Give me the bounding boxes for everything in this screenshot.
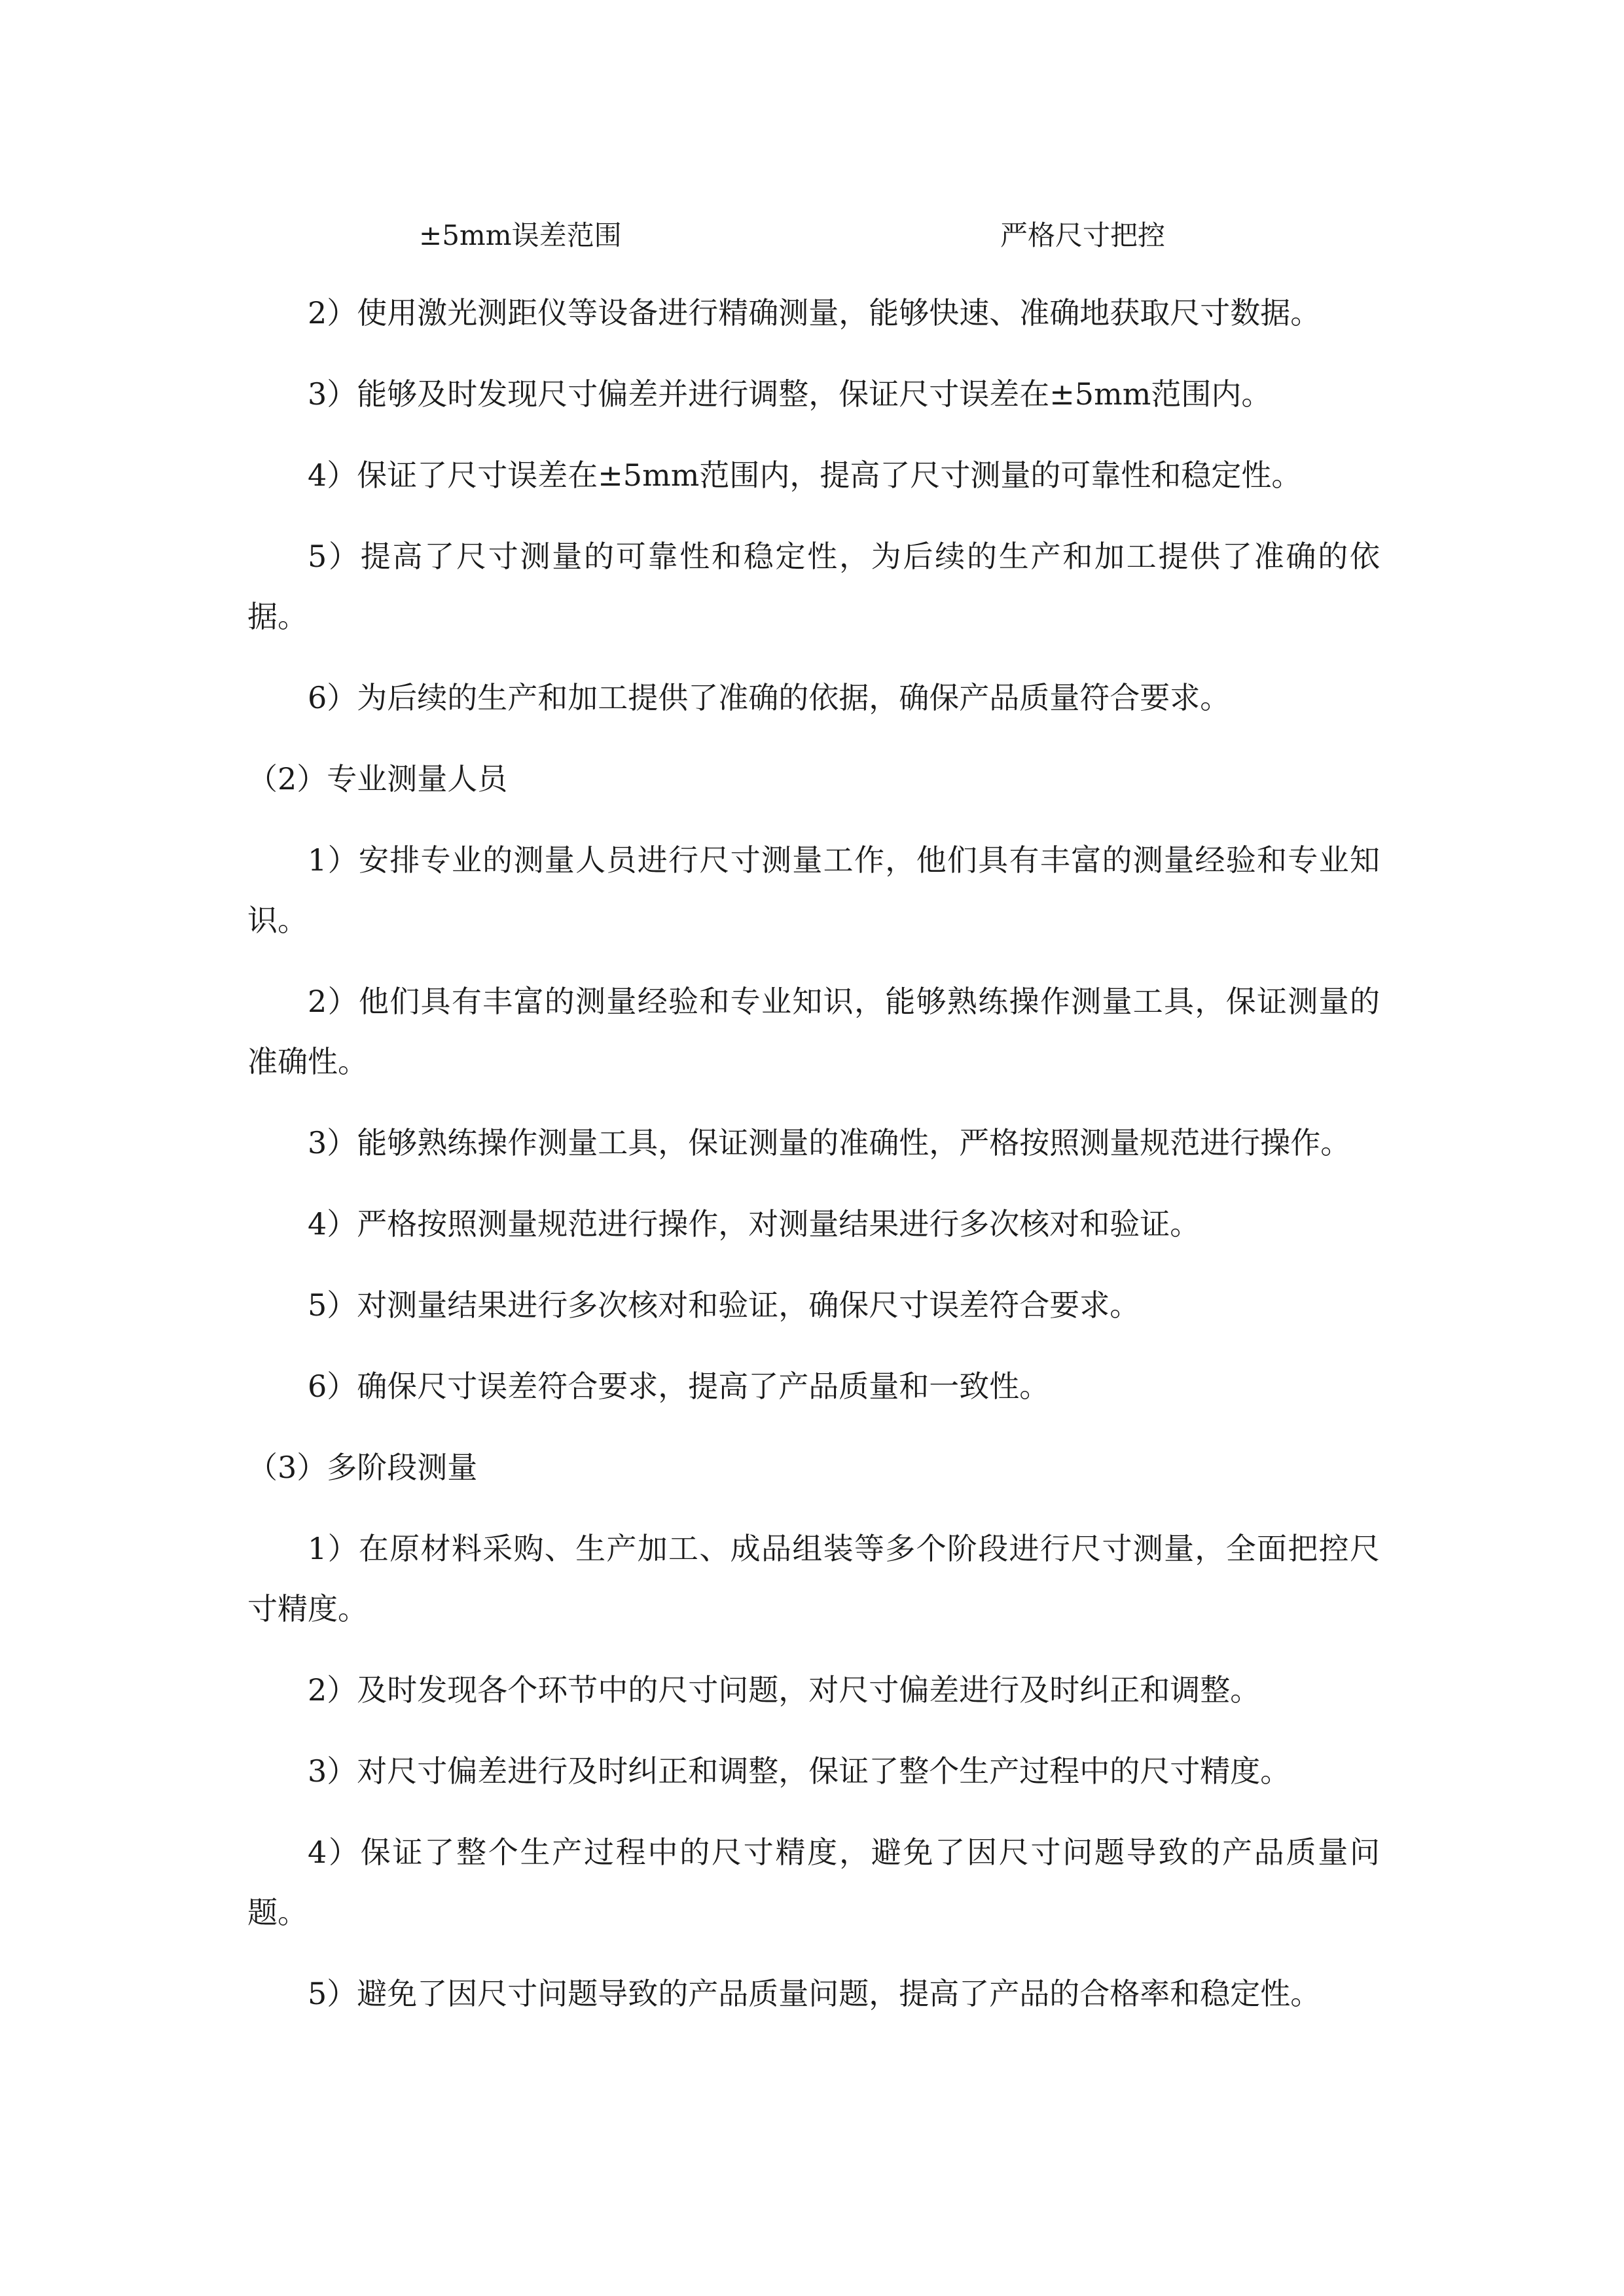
paragraph-stage-4: 4）保证了整个生产过程中的尺寸精度，避免了因尺寸问题导致的产品质量问题。 [247, 1835, 1380, 1930]
paragraph-measure-4: 4）保证了尺寸误差在±5mm范围内，提高了尺寸测量的可靠性和稳定性。 [308, 457, 1302, 493]
paragraph-stage-5: 5）避免了因尺寸问题导致的产品质量问题，提高了产品的合格率和稳定性。 [308, 1976, 1321, 2011]
paragraph-staff-3: 3）能够熟练操作测量工具，保证测量的准确性，严格按照测量规范进行操作。 [308, 1125, 1351, 1160]
paragraph-staff-6: 6）确保尺寸误差符合要求，提高了产品质量和一致性。 [308, 1369, 1050, 1404]
paragraph-staff-4: 4）严格按照测量规范进行操作，对测量结果进行多次核对和验证。 [308, 1206, 1200, 1242]
body-text [247, 283, 1380, 2045]
table-row [0, 213, 1624, 259]
paragraph-measure-5: 5）提高了尺寸测量的可靠性和稳定性，为后续的生产和加工提供了准确的依据。 [247, 539, 1380, 634]
paragraph-measure-2: 2）使用激光测距仪等设备进行精确测量，能够快速、准确地获取尺寸数据。 [308, 295, 1321, 331]
paragraph-measure-3: 3）能够及时发现尺寸偏差并进行调整，保证尺寸误差在±5mm范围内。 [308, 376, 1272, 412]
paragraph-staff-5: 5）对测量结果进行多次核对和验证，确保尺寸误差符合要求。 [308, 1287, 1140, 1323]
table-cell-error-range: ±5mm误差范围 [419, 219, 622, 251]
paragraph-stage-1: 1）在原材料采购、生产加工、成品组装等多个阶段进行尺寸测量，全面把控尺寸精度。 [247, 1531, 1380, 1626]
paragraph-stage-3: 3）对尺寸偏差进行及时纠正和调整，保证了整个生产过程中的尺寸精度。 [308, 1753, 1291, 1789]
paragraph-staff-2: 2）他们具有丰富的测量经验和专业知识，能够熟练操作测量工具，保证测量的准确性。 [247, 984, 1380, 1079]
section-heading-multi-stage: （3）多阶段测量 [247, 1450, 478, 1485]
paragraph-stage-2: 2）及时发现各个环节中的尺寸问题，对尺寸偏差进行及时纠正和调整。 [308, 1672, 1261, 1708]
paragraph-measure-6: 6）为后续的生产和加工提供了准确的依据，确保产品质量符合要求。 [308, 680, 1231, 715]
section-heading-professional-staff: （2）专业测量人员 [247, 761, 508, 797]
paragraph-staff-1: 1）安排专业的测量人员进行尺寸测量工作，他们具有丰富的测量经验和专业知识。 [247, 842, 1380, 938]
table-cell-strict-control: 严格尺寸把控 [1000, 219, 1166, 251]
